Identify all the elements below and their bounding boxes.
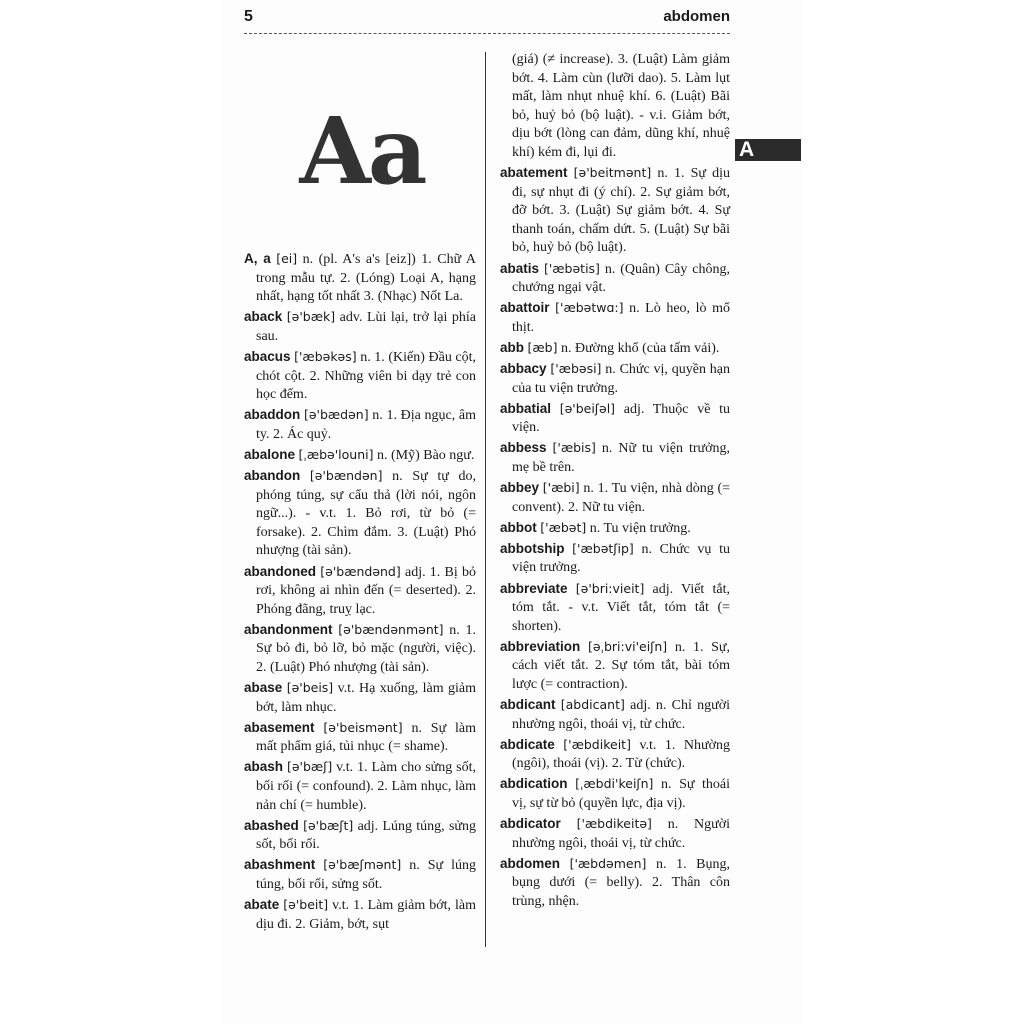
entry-headword: abandon	[244, 468, 301, 484]
thumb-index-tab	[735, 139, 801, 161]
entry-pronunciation: [əˌbri:vi'eiʃn]	[587, 638, 668, 654]
entry-definition: n. Lò heo, lò mổ thịt.	[512, 301, 731, 335]
page-number: 5	[244, 8, 253, 25]
entry-pronunciation: [abdicant]	[560, 697, 625, 713]
entry-definition: n. Đường khổ (của tấm vải).	[557, 340, 720, 356]
entry-definition: adj. n. Chỉ người nhường ngôi, thoái vị, từ chức.	[512, 698, 730, 732]
entry-definition: n. Chức vụ tu viện trưởng.	[512, 541, 730, 576]
entry-pronunciation: ['æbəsi]	[550, 361, 602, 376]
entry-pronunciation: [ə'beitmənt]	[573, 165, 652, 181]
column-divider	[485, 52, 486, 947]
entry-definition: v.t. 1. Làm giảm bớt, làm dịu đi. 2. Giảm, bớt, sụt	[256, 898, 477, 932]
entry-headword: abatement	[500, 165, 568, 181]
dictionary-entry	[244, 446, 476, 466]
entry-definition: n. 1. Địa ngục, âm ty. 2. Ác quỷ.	[256, 408, 477, 442]
entry-definition: n. Người nhường ngôi, thoái vị, từ chức.	[512, 817, 730, 851]
entry-definition: n. Sự tự do, phóng túng, sự cẩu thả (lời nói, ngôn ngữ...). - v.t. 1. Bỏ rơi, từ bỏ (= forsake). 2. Chìm đắm. 3. (Luật) Phó nhượng (tài sản).	[256, 469, 476, 559]
dictionary-entry	[244, 856, 476, 894]
entry-headword: A, a	[244, 251, 271, 266]
entry-pronunciation: [ə'bæʃ]	[286, 759, 333, 775]
entry-definition: v.t. 1. Làm cho sửng sốt, bối rối (= confound). 2. Làm nhục, làm nản chí (= humble).	[256, 760, 476, 813]
dictionary-entry	[500, 164, 730, 258]
entry-definition: n. Sự lúng túng, bối rối, sửng sốt.	[256, 858, 477, 892]
entry-definition: n. Chức vị, quyền hạn của tu viện trưởng.	[512, 362, 730, 396]
dictionary-entry	[500, 339, 730, 359]
entry-definition: n. Sự thoái vị, sự từ bỏ (quyền lực, địa vị).	[512, 777, 730, 812]
entry-pronunciation: ['æbdikeitə]	[576, 816, 652, 832]
dictionary-entry	[500, 439, 730, 477]
entry-definition: adj. 1. Bị bỏ rơi, không ai nhìn đến (= deserted). 2. Phóng đãng, truỵ lạc.	[256, 564, 476, 617]
entry-headword: abdicate	[500, 736, 555, 752]
entry-pronunciation: [ə'bæʃmənt]	[323, 857, 402, 873]
entry-headword: abbotship	[500, 540, 565, 556]
entry-pronunciation: ['æbdikeit]	[563, 736, 631, 752]
entry-pronunciation: [ə'bæʃt]	[303, 817, 354, 833]
entry-pronunciation: [ˌæbə'louni]	[298, 446, 374, 462]
entry-pronunciation: ['æbətis]	[543, 260, 600, 276]
entry-definition: n. 1. Tu viện, nhà dòng (= convent). 2. Nữ tu viện.	[512, 481, 731, 515]
dictionary-entry	[244, 308, 476, 346]
entry-headword: abbreviation	[500, 638, 581, 654]
dictionary-entry	[244, 679, 476, 717]
dictionary-entry	[244, 621, 476, 678]
entry-headword: abbreviate	[500, 580, 568, 596]
entry-definition: v.t. Hạ xuống, làm giảm bớt, làm nhục.	[256, 681, 476, 715]
entry-headword: abashment	[244, 857, 316, 873]
entry-headword: abacus	[244, 348, 291, 364]
dictionary-entry	[244, 250, 476, 307]
entry-pronunciation: [ə'beis]	[286, 680, 334, 696]
entry-headword: abbatial	[500, 400, 552, 416]
entry-pronunciation: ['æbi]	[542, 480, 580, 496]
entry-definition: n. Tu viện trưởng.	[586, 520, 691, 536]
dictionary-entry	[500, 400, 730, 438]
entry-headword: abdication	[500, 776, 568, 792]
dictionary-entry	[244, 467, 476, 561]
entry-headword: abase	[244, 680, 283, 696]
entry-pronunciation: [ə'beismənt]	[323, 719, 403, 735]
entry-pronunciation: [ə'bændənmənt]	[338, 621, 444, 637]
dictionary-entry	[500, 360, 730, 398]
entry-headword: abdicant	[500, 697, 556, 713]
entry-headword: abbot	[500, 519, 537, 535]
dictionary-entry	[500, 260, 730, 298]
entry-definition: n. (Quân) Cây chông, chướng ngại vật.	[512, 261, 731, 296]
dictionary-entry	[500, 299, 730, 337]
entry-pronunciation: ['æbis]	[552, 440, 596, 456]
entry-definition: n. Sự làm mất phẩm giá, tủi nhục (= shame).	[256, 720, 477, 755]
entry-headword: abbacy	[500, 361, 547, 376]
entry-pronunciation: ['æbəkəs]	[294, 348, 357, 364]
guide-word: abdomen	[663, 8, 730, 25]
dictionary-entry	[500, 479, 730, 517]
left-column	[244, 250, 476, 936]
entry-pronunciation: [ˌæbdi'keiʃn]	[575, 776, 654, 792]
entry-headword: abbey	[500, 480, 540, 496]
entry-headword: abattoir	[500, 300, 550, 316]
entry-pronunciation: [ə'beiʃəl]	[559, 400, 616, 416]
entry-pronunciation: [ə'bri:vieit]	[575, 580, 645, 596]
dictionary-entry	[500, 736, 730, 774]
entry-headword: abandonment	[244, 621, 333, 637]
dictionary-entry	[244, 758, 476, 815]
entry-headword: abandoned	[244, 563, 317, 579]
entry-pronunciation: [ə'bæk]	[286, 309, 336, 325]
entry-definition: n. (Mỹ) Bào ngư.	[373, 447, 475, 463]
entry-pronunciation: [æb]	[527, 339, 558, 355]
entry-headword: abb	[500, 339, 525, 355]
dictionary-entry	[500, 855, 730, 912]
entry-continuation: (giá) (≠ increase). 3. (Luật) Làm giảm bớt. 4. Làm cùn (lưỡi dao). 5. Làm lụt mất, làm nhụt nhuệ khí. 6. (Luật) Bãi bỏ, huỷ bỏ (bộ luật). - v.i. Giảm bớt, dịu bớt (lòng can đảm, dũng khí, nhuệ khí) kém đi, lụi đi.	[512, 52, 730, 160]
entry-pronunciation: [ei]	[276, 251, 298, 266]
entry-definition: n. (pl. A's a's [eiz]) 1. Chữ A trong mẫu tự. 2. (Lóng) Loại A, hạng nhất, hạng tốt nhất 3. (Nhạc) Nốt La.	[256, 252, 476, 305]
page-header	[244, 8, 730, 30]
entry-definition: n. 1. Bụng, bụng dưới (= belly). 2. Thân côn trùng, nhện.	[512, 856, 730, 910]
entry-definition: adj. Thuộc về tu viện.	[512, 401, 730, 436]
dictionary-entry	[500, 696, 730, 734]
entry-pronunciation: ['æbətʃip]	[572, 540, 634, 556]
header-rule	[244, 33, 730, 34]
entry-definition: adv. Lùi lại, trở lại phía sau.	[256, 310, 476, 344]
entry-definition: n. 1. (Kiến) Đầu cột, chót cột. 2. Những viên bi dạy trẻ con học đếm.	[256, 349, 476, 403]
entry-definition: adj. Viết tắt, tóm tắt. - v.t. Viết tắt, tóm tắt (= shorten).	[512, 581, 731, 634]
dictionary-entry	[500, 519, 730, 539]
entry-headword: abaddon	[244, 407, 301, 423]
dictionary-entry	[244, 348, 476, 405]
dictionary-entry	[500, 638, 730, 695]
entry-headword: abasement	[244, 719, 315, 735]
dictionary-entry	[500, 775, 730, 813]
entry-headword: abate	[244, 897, 280, 913]
entry-definition: n. 1. Sự dịu đi, sự nhụt đi (ý chí). 2. Sự giảm bớt, đỡ bớt. 3. (Luật) Sự giảm bớt. 4. Sự thanh toán, chấm dứt. 5. (Luật) Sự bãi bỏ, huỷ bỏ (bộ luật).	[512, 166, 730, 256]
entry-pronunciation: ['æbət]	[540, 519, 587, 535]
dictionary-entry	[500, 815, 730, 853]
entry-definition: n. 1. Sự bỏ đi, bỏ lỡ, bỏ mặc (người, việc). 2. (Luật) Phó nhượng (tài sản).	[256, 622, 477, 675]
dictionary-entry	[244, 719, 476, 757]
entry-pronunciation: ['æbdəmen]	[569, 855, 647, 871]
dictionary-entry	[244, 406, 476, 444]
dictionary-entry	[244, 563, 476, 620]
dictionary-entry	[500, 580, 730, 637]
entry-pronunciation: [ə'beit]	[283, 897, 329, 913]
entry-definition: n. 1. Sự, cách viết tắt. 2. Sự tóm tắt, bài tóm lược (= contraction).	[512, 639, 731, 692]
thumb-index-letter: A	[739, 138, 755, 161]
entry-pronunciation: [ə'bædən]	[303, 407, 369, 423]
entry-pronunciation: [ə'bændən]	[309, 468, 383, 484]
entry-headword: abatis	[500, 260, 540, 276]
entry-headword: aback	[244, 309, 283, 325]
entry-headword: abalone	[244, 446, 296, 462]
dictionary-entry	[244, 896, 476, 934]
entry-headword: abash	[244, 759, 284, 775]
entry-pronunciation: [ə'bændənd]	[320, 563, 401, 579]
entry-headword: abdomen	[500, 855, 561, 871]
entry-headword: abbess	[500, 440, 547, 456]
entry-headword: abdicator	[500, 816, 561, 832]
right-column	[500, 51, 730, 913]
dictionary-entry	[244, 817, 476, 855]
entry-definition: adj. Lúng túng, sửng sốt, bối rối.	[256, 818, 476, 853]
entry-pronunciation: ['æbətwɑ:]	[555, 300, 624, 316]
entry-definition: v.t. 1. Nhường (ngôi), thoái (vị). 2. Từ (chức).	[512, 737, 730, 772]
dictionary-entry	[500, 540, 730, 578]
section-letter: Aa	[299, 97, 425, 205]
entry-definition: n. Nữ tu viện trưởng, mẹ bề trên.	[512, 441, 731, 475]
entry-headword: abashed	[244, 817, 299, 833]
